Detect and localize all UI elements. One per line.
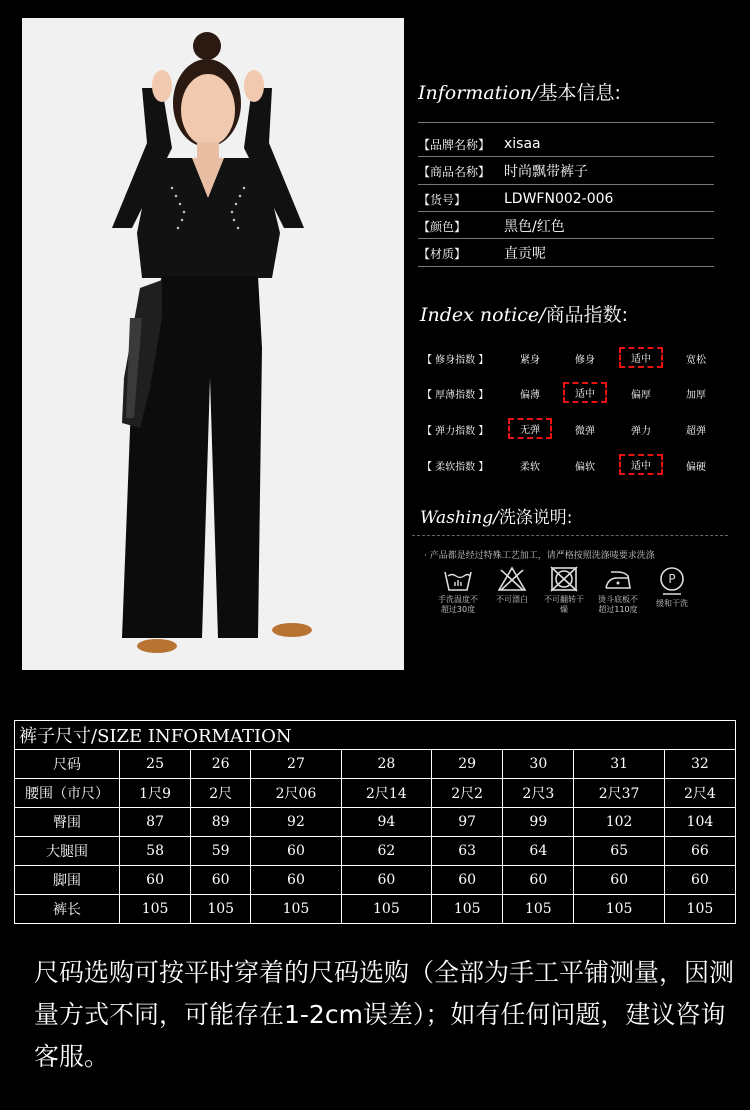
table-cell: 60 xyxy=(251,866,341,895)
table-cell: 104 xyxy=(664,808,735,837)
table-cell: 60 xyxy=(341,866,431,895)
table-cell: 105 xyxy=(120,895,191,924)
index-row-softness xyxy=(418,453,728,477)
index-row-fit xyxy=(418,346,728,370)
index-option: 柔软 xyxy=(520,462,540,473)
table-cell: 26 xyxy=(191,750,251,779)
index-option: 修身 xyxy=(575,355,595,366)
index-option-selected: 适中 xyxy=(619,454,663,475)
wash-item xyxy=(596,566,640,615)
index-notice-heading-en: Index notice/ xyxy=(420,304,546,326)
info-label: 【货号】 xyxy=(418,192,467,207)
product-photo xyxy=(22,18,404,670)
table-cell: 66 xyxy=(664,837,735,866)
table-cell: 64 xyxy=(503,837,574,866)
info-label: 【商品名称】 xyxy=(418,164,491,179)
info-label: 【颜色】 xyxy=(418,219,467,234)
table-cell: 97 xyxy=(432,808,503,837)
info-value: 时尚飘带裤子 xyxy=(504,164,588,180)
table-cell: 28 xyxy=(341,750,431,779)
index-label: 【 修身指数 】 xyxy=(422,355,489,366)
table-cell: 27 xyxy=(251,750,341,779)
table-cell: 105 xyxy=(574,895,664,924)
info-row-item-number xyxy=(418,188,718,210)
washing-heading xyxy=(420,503,573,528)
wash-item xyxy=(542,566,586,615)
table-cell: 92 xyxy=(251,808,341,837)
information-heading-zh: 基本信息: xyxy=(538,82,621,104)
table-cell: 99 xyxy=(503,808,574,837)
index-option: 偏硬 xyxy=(686,462,706,473)
table-cell: 2尺 xyxy=(191,779,251,808)
table-cell: 94 xyxy=(341,808,431,837)
info-row-brand xyxy=(418,133,718,155)
index-option: 偏软 xyxy=(575,462,595,473)
table-cell: 1尺9 xyxy=(120,779,191,808)
index-option: 弹力 xyxy=(631,426,651,437)
table-cell: 87 xyxy=(120,808,191,837)
table-row xyxy=(15,750,736,779)
index-option-selected: 无弹 xyxy=(508,418,552,439)
divider xyxy=(418,122,714,123)
table-cell: 105 xyxy=(503,895,574,924)
table-cell: 2尺2 xyxy=(432,779,503,808)
table-cell: 62 xyxy=(341,837,431,866)
table-cell: 105 xyxy=(251,895,341,924)
index-option: 超弹 xyxy=(686,426,706,437)
table-cell: 60 xyxy=(432,866,503,895)
wash-item xyxy=(650,566,694,609)
index-notice-heading-zh: 商品指数: xyxy=(545,304,628,326)
table-row xyxy=(15,808,736,837)
divider xyxy=(418,238,714,239)
row-header: 臀围 xyxy=(15,808,120,837)
info-value: LDWFN002-006 xyxy=(504,191,614,207)
table-cell: 60 xyxy=(574,866,664,895)
size-table-title-row xyxy=(15,721,736,750)
table-cell: 2尺3 xyxy=(503,779,574,808)
table-cell: 25 xyxy=(120,750,191,779)
row-header: 尺码 xyxy=(15,750,120,779)
table-cell: 60 xyxy=(251,837,341,866)
table-cell: 60 xyxy=(191,866,251,895)
wash-caption: 烫斗底板不超过110度 xyxy=(598,595,638,614)
divider xyxy=(418,156,714,157)
index-label: 【 柔软指数 】 xyxy=(422,462,489,473)
table-row xyxy=(15,866,736,895)
table-cell: 105 xyxy=(432,895,503,924)
index-row-elasticity xyxy=(418,417,728,441)
no-tumble-dry-icon xyxy=(549,566,579,592)
wash-caption: 手洗温度不超过30度 xyxy=(438,595,478,614)
row-header: 裤长 xyxy=(15,895,120,924)
hand-wash-icon xyxy=(443,566,473,592)
wash-caption: 缓和干洗 xyxy=(656,599,688,608)
information-heading-en: Information/ xyxy=(418,82,539,104)
index-notice-heading xyxy=(420,300,628,327)
table-cell: 58 xyxy=(120,837,191,866)
svg-text:P: P xyxy=(668,572,676,586)
index-option: 加厚 xyxy=(686,390,706,401)
divider xyxy=(418,266,714,267)
table-cell: 32 xyxy=(664,750,735,779)
row-header: 腰围（市尺） xyxy=(15,779,120,808)
size-selection-note: 尺码选购可按平时穿着的尺码选购（全部为手工平铺测量，因测量方式不同，可能存在1-2cm误差）；如有任何问题，建议咨询客服。 xyxy=(34,958,735,1071)
table-cell: 105 xyxy=(341,895,431,924)
information-heading xyxy=(418,78,621,105)
index-label: 【 弹力指数 】 xyxy=(422,426,489,437)
index-row-thickness xyxy=(418,381,728,405)
table-row xyxy=(15,895,736,924)
info-row-product-name xyxy=(418,160,718,182)
table-cell: 2尺4 xyxy=(664,779,735,808)
table-cell: 63 xyxy=(432,837,503,866)
index-option: 偏薄 xyxy=(520,390,540,401)
no-bleach-icon xyxy=(497,566,527,592)
info-row-color xyxy=(418,215,718,237)
table-cell: 2尺37 xyxy=(574,779,664,808)
table-cell: 2尺14 xyxy=(341,779,431,808)
info-row-material xyxy=(418,242,718,264)
table-cell: 30 xyxy=(503,750,574,779)
table-cell: 29 xyxy=(432,750,503,779)
row-header: 大腿围 xyxy=(15,837,120,866)
washing-note: · 产品都是经过特殊工艺加工，请严格按照洗涤唛要求洗涤 xyxy=(424,551,655,561)
table-row xyxy=(15,837,736,866)
index-label: 【 厚薄指数 】 xyxy=(422,390,489,401)
table-cell: 65 xyxy=(574,837,664,866)
table-cell: 60 xyxy=(120,866,191,895)
iron-icon xyxy=(603,566,633,592)
index-option: 偏厚 xyxy=(631,390,651,401)
size-table xyxy=(14,720,736,924)
washing-heading-zh: 洗涤说明: xyxy=(498,508,573,528)
index-option-selected: 适中 xyxy=(619,347,663,368)
info-value: 直贡呢 xyxy=(504,246,546,262)
table-cell: 102 xyxy=(574,808,664,837)
index-option: 微弹 xyxy=(575,426,595,437)
index-option: 紧身 xyxy=(520,355,540,366)
table-cell: 2尺06 xyxy=(251,779,341,808)
info-label: 【材质】 xyxy=(418,246,467,261)
washing-instructions xyxy=(412,535,728,646)
table-cell: 89 xyxy=(191,808,251,837)
row-header: 脚围 xyxy=(15,866,120,895)
model-illustration xyxy=(22,18,404,670)
table-cell: 105 xyxy=(191,895,251,924)
info-value: xisaa xyxy=(504,136,541,152)
table-cell: 60 xyxy=(503,866,574,895)
dry-clean-icon xyxy=(657,566,687,596)
wash-caption: 不可漂白 xyxy=(496,595,528,604)
info-label: 【品牌名称】 xyxy=(418,137,491,152)
index-option: 宽松 xyxy=(686,355,706,366)
wash-caption: 不可翻转干燥 xyxy=(544,595,584,614)
info-value: 黑色/红色 xyxy=(504,219,565,235)
table-cell: 31 xyxy=(574,750,664,779)
table-cell: 105 xyxy=(664,895,735,924)
wash-item xyxy=(490,566,534,605)
table-cell: 60 xyxy=(664,866,735,895)
table-row xyxy=(15,779,736,808)
washing-heading-en: Washing/ xyxy=(420,508,499,528)
divider xyxy=(418,211,714,212)
index-option-selected: 适中 xyxy=(563,382,607,403)
size-table-title: 裤子尺寸/SIZE INFORMATION xyxy=(15,721,736,750)
divider xyxy=(418,184,714,185)
table-cell: 59 xyxy=(191,837,251,866)
wash-item xyxy=(436,566,480,615)
